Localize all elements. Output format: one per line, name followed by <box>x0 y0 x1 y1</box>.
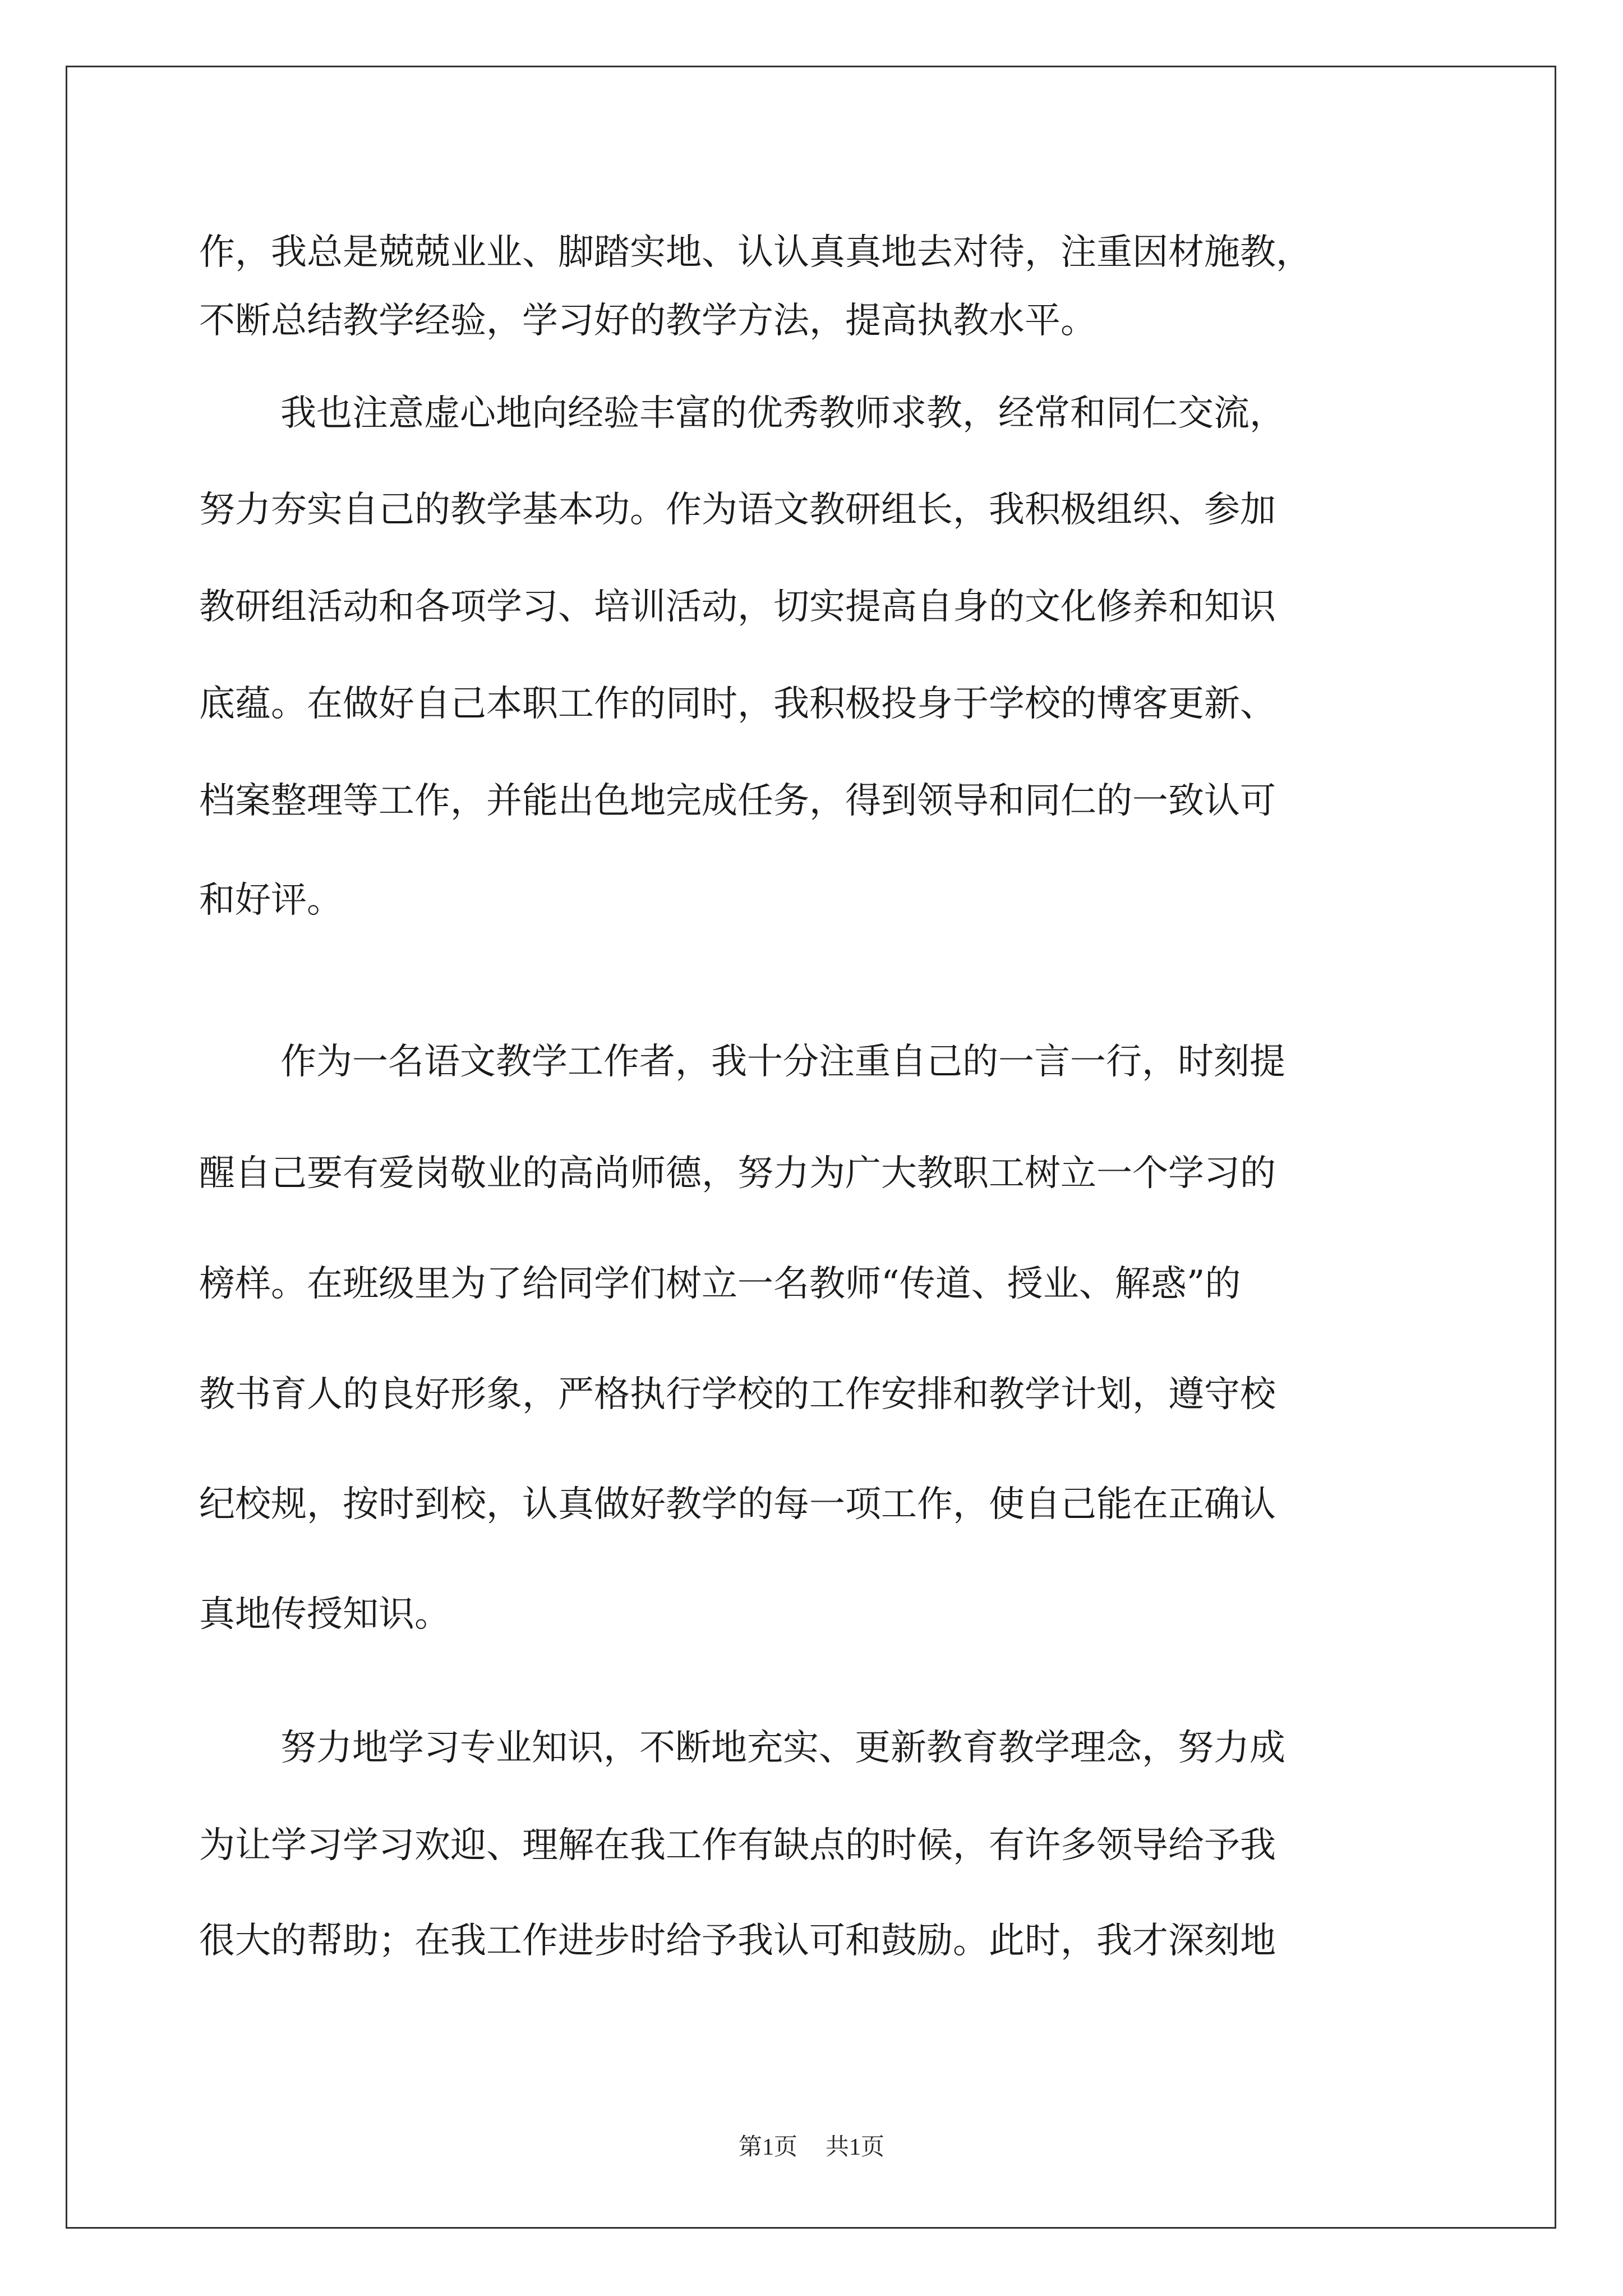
text-line: 底蕴。在做好自己本职工作的同时，我积极投身于学校的博客更新、 <box>199 683 1276 725</box>
text-line: 努力夯实自己的教学基本功。作为语文教研组长，我积极组织、参加 <box>199 489 1276 531</box>
text-line: 和好评。 <box>199 880 343 921</box>
text-line: 教书育人的良好形象，严格执行学校的工作安排和教学计划，遵守校 <box>199 1374 1276 1415</box>
text-line: 纪校规，按时到校，认真做好教学的每一项工作，使自己能在正确认 <box>199 1484 1276 1525</box>
text-line: 不断总结教学经验，学习好的教学方法，提高执教水平。 <box>199 300 1096 342</box>
paragraph-start-line: 努力地学习专业知识，不断地充实、更新教育教学理念，努力成 <box>280 1727 1285 1769</box>
text-line: 真地传授知识。 <box>199 1594 450 1635</box>
text-line: 很大的帮助；在我工作进步时给予我认可和鼓励。此时，我才深刻地 <box>199 1920 1276 1962</box>
page-footer <box>0 2131 1623 2164</box>
text-line: 榜样。在班级里为了给同学们树立一名教师“传道、授业、解惑”的 <box>199 1263 1241 1305</box>
paragraph-start-line: 我也注意虚心地向经验丰富的优秀教师求教，经常和同仁交流， <box>280 393 1285 434</box>
total-pages: 共1页 <box>826 2134 885 2160</box>
page-number: 第1页 <box>738 2134 797 2160</box>
text-line: 醒自己要有爱岗敬业的高尚师德，努力为广大教职工树立一个学习的 <box>199 1153 1276 1194</box>
text-line: 教研组活动和各项学习、培训活动，切实提高自身的文化修养和知识 <box>199 586 1276 628</box>
paragraph-start-line: 作为一名语文教学工作者，我十分注重自己的一言一行，时刻提 <box>280 1041 1285 1083</box>
text-line: 作，我总是兢兢业业、脚踏实地、认认真真地去对待，注重因材施教， <box>199 232 1312 273</box>
text-line: 档案整理等工作，并能出色地完成任务，得到领导和同仁的一致认可 <box>199 780 1276 822</box>
text-line: 为让学习学习欢迎、理解在我工作有缺点的时候，有许多领导给予我 <box>199 1825 1276 1866</box>
